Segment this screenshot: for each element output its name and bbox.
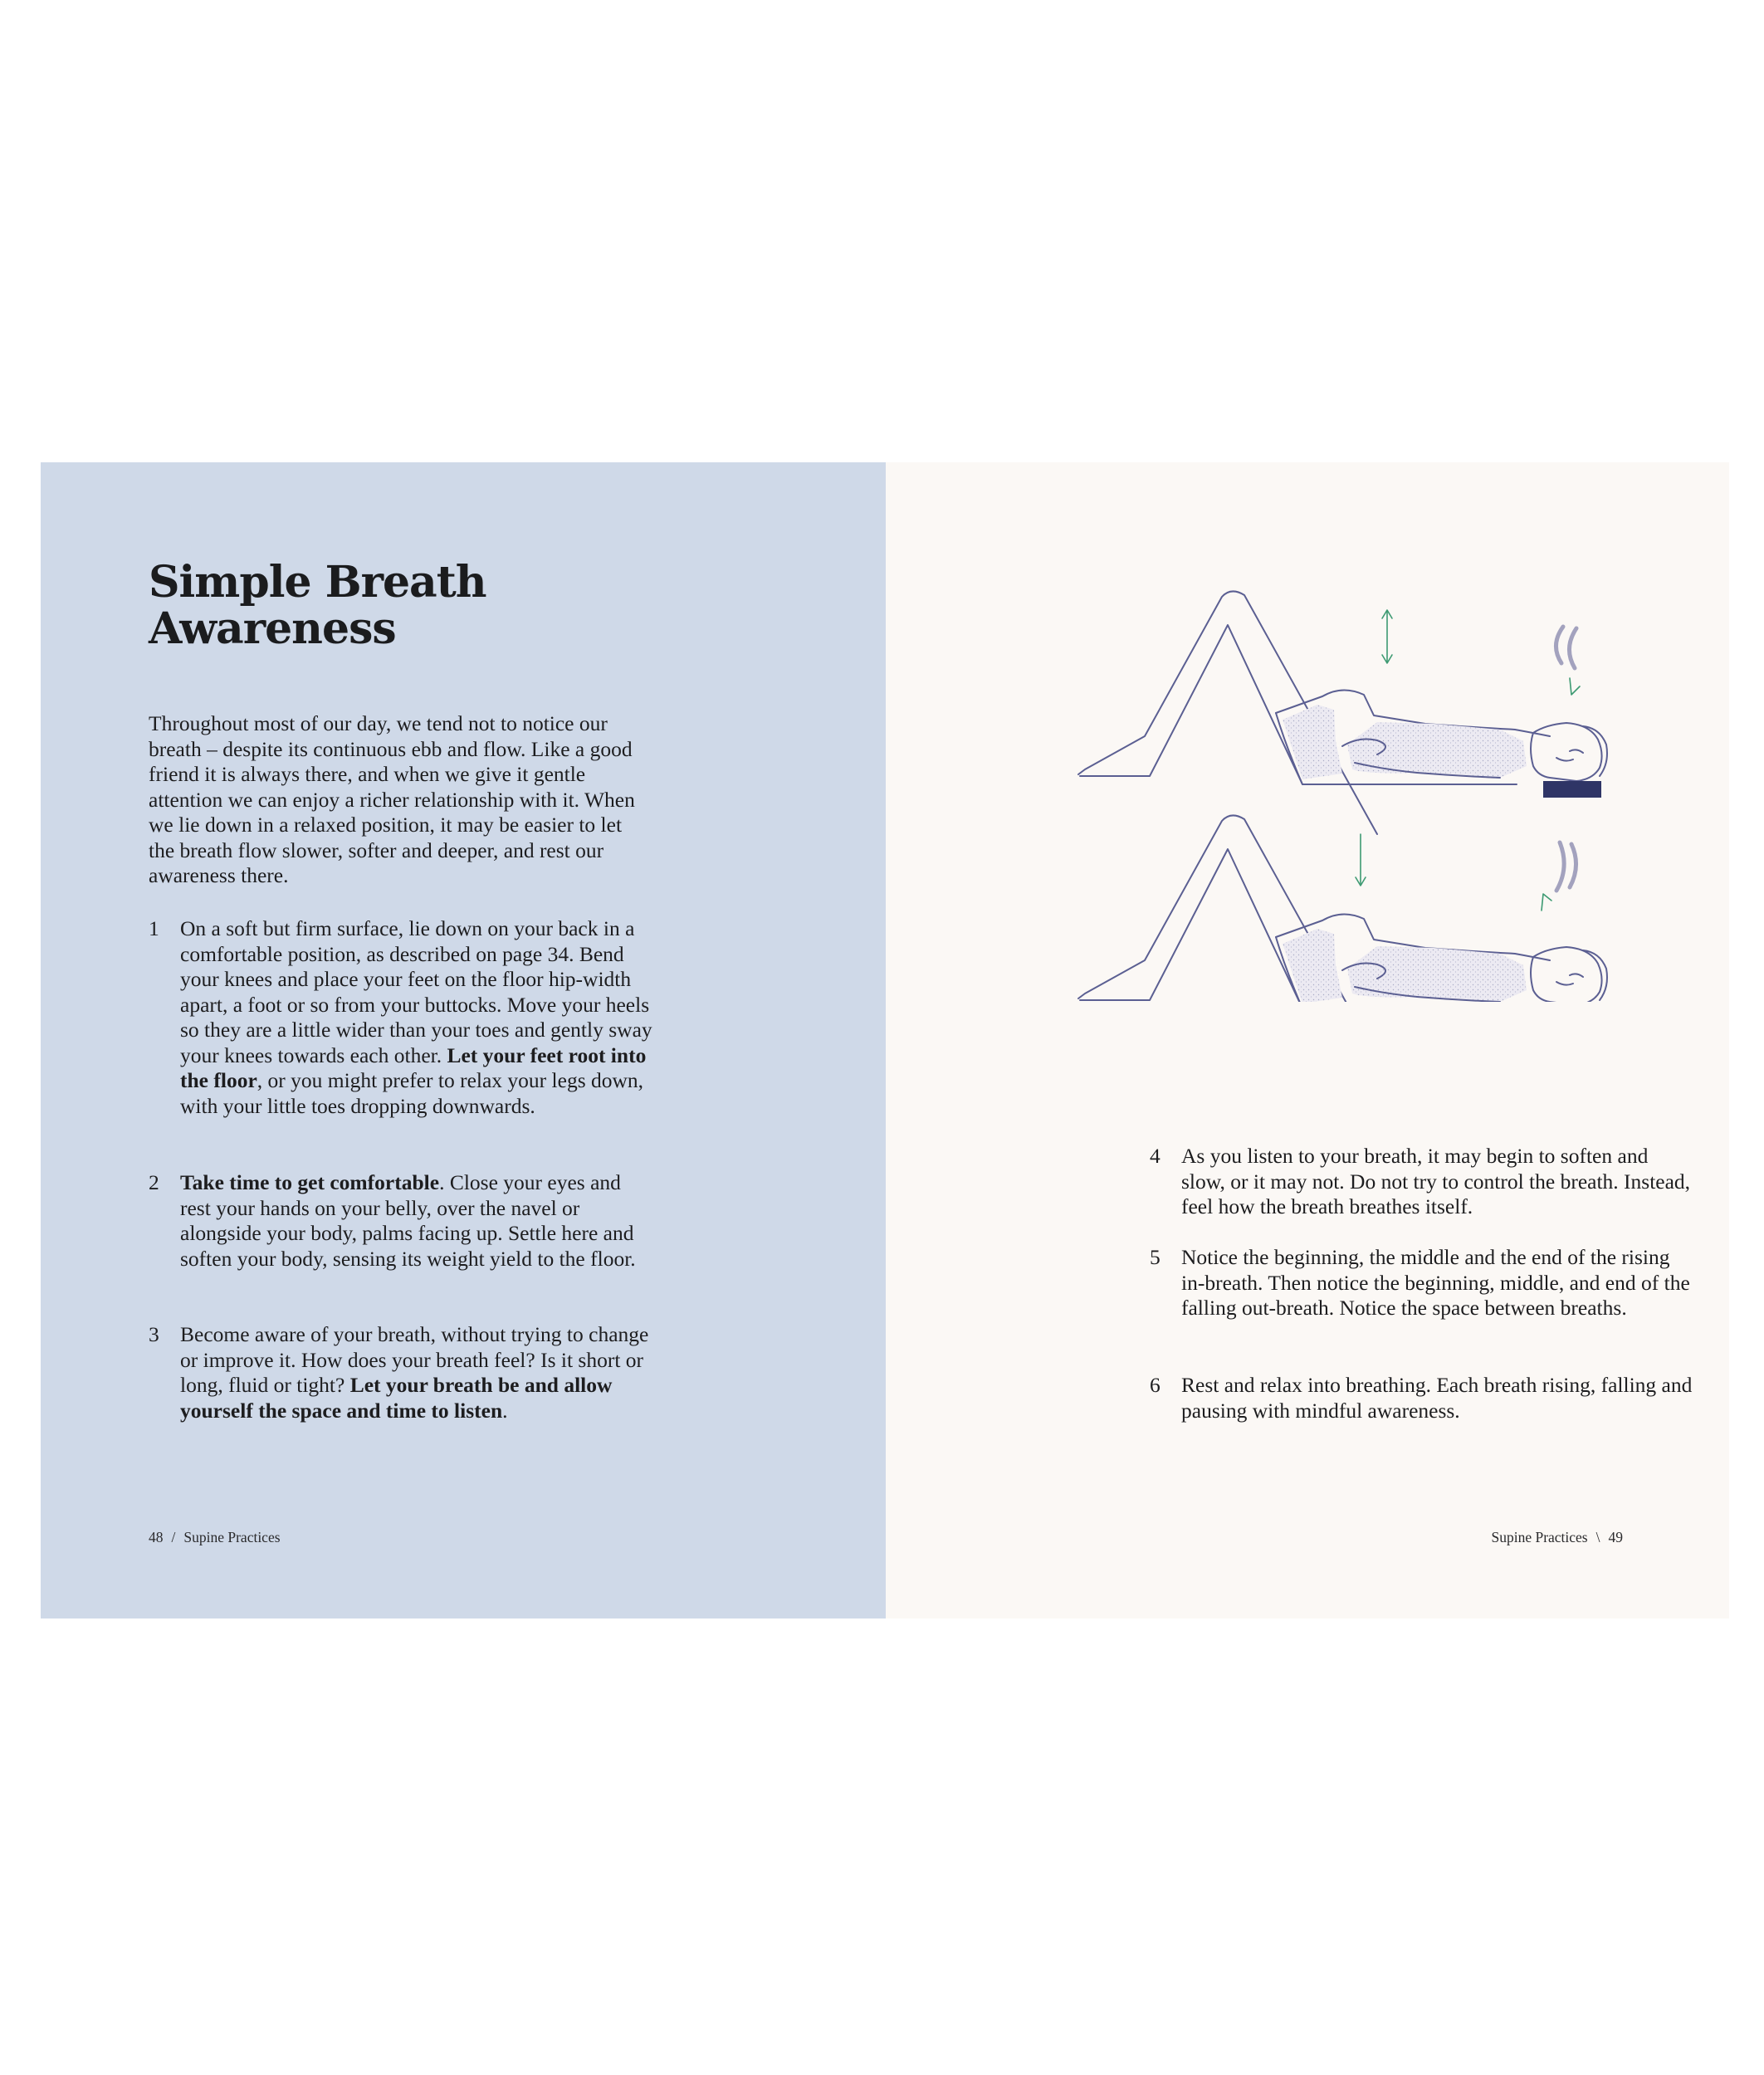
step-number: 3 <box>149 1322 159 1346</box>
page-number: 49 <box>1608 1529 1623 1545</box>
footer-separator: / <box>171 1529 176 1545</box>
step-text <box>180 1322 653 1423</box>
footer-right <box>1491 1528 1623 1546</box>
step-emphasis: Let your feet root into the floor <box>180 1042 647 1092</box>
section-name: Supine Practices <box>183 1529 281 1545</box>
inhale-figure-icon <box>1078 591 1607 834</box>
right-page <box>886 462 1729 1618</box>
step-text-part: . <box>502 1398 508 1423</box>
step-text: As you listen to your breath, it may begin to soften and slow, or it may not. Do not try to control the breath. Instead, feel how the breath breathes itself. <box>1181 1144 1691 1218</box>
section-name: Supine Practices <box>1491 1529 1588 1545</box>
breathing-illustration <box>1068 570 1633 1002</box>
step-emphasis: Let your breath be and allow yourself the space and time to listen <box>180 1373 613 1423</box>
footer-separator: \ <box>1595 1529 1600 1545</box>
book-spread <box>41 462 1729 1618</box>
exhale-figure-icon <box>1078 815 1607 1002</box>
step-text: Notice the beginning, the middle and the end of the rising in-breath. Then notice the beginning, middle, and end of the falling out-breath. Notice the space between breaths. <box>1181 1245 1690 1320</box>
step-text <box>180 916 653 1119</box>
step-text-part: Become aware of your breath, without trying to change or improve it. How does your breath feel? Is it short or long, fluid or tight? <box>180 1322 649 1397</box>
step-text-part: . Close your eyes and rest your hands on your belly, over the navel or alongside your body, palms facing up. Settle here and soften your body, sensing its weight yield to the floor. <box>180 1170 636 1271</box>
step-number: 6 <box>1150 1373 1161 1397</box>
step-number: 2 <box>149 1170 159 1194</box>
step-number: 5 <box>1150 1245 1161 1269</box>
footer-left <box>149 1528 281 1546</box>
step-emphasis: Take time to get comfortable <box>180 1170 440 1194</box>
title-line-2: Awareness <box>149 603 396 654</box>
title-line-1: Simple Breath <box>149 557 486 608</box>
step-text-part: , or you might prefer to relax your legs down, with your little toes dropping downwards. <box>180 1068 644 1118</box>
step-text <box>180 1170 653 1272</box>
intro-paragraph: Throughout most of our day, we tend not to notice our breath – despite its continuous ebb and flow. Like a good friend it is always there, and when we give it gentle attention we can enjoy a richer relationship with it. When we lie down in a relaxed position, it may be easier to let the breath flow slower, softer and deeper, and rest our awareness there. <box>149 711 635 887</box>
left-page <box>41 462 886 1618</box>
step-number: 4 <box>1150 1144 1161 1168</box>
page-number: 48 <box>149 1529 164 1545</box>
step-number: 1 <box>149 916 159 940</box>
page-title <box>149 559 486 652</box>
step-text: Rest and relax into breathing. Each breath rising, falling and pausing with mindful awareness. <box>1181 1373 1693 1423</box>
step-text-part: On a soft but firm surface, lie down on your back in a comfortable position, as described on page 34. Bend your knees and place your feet on the floor hip-width apart, a foot or so from your buttocks. Move your heels so they are a little wider than your toes and gently sway your knees towards each other. <box>180 916 652 1067</box>
